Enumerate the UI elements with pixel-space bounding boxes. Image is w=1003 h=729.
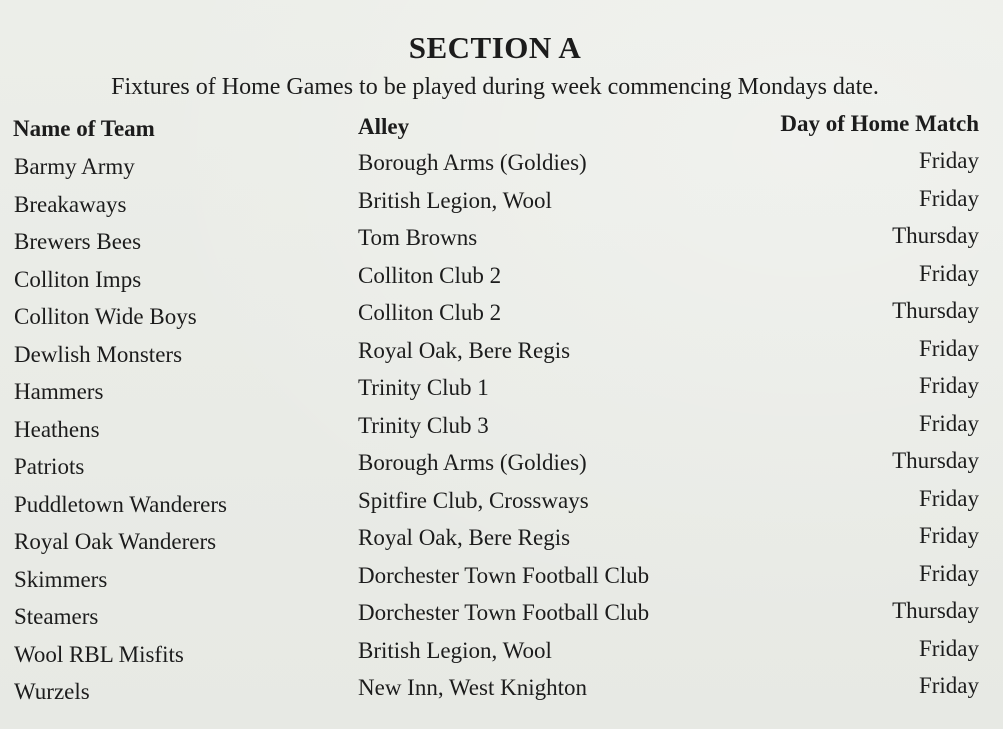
match-day-cell: Friday [918,373,979,398]
table-row [0,298,1003,336]
table-row [0,336,1003,374]
team-name-cell: Royal Oak Wanderers [14,529,217,554]
table-row [0,598,1003,636]
alley-cell: Spitfire Club, Crossways [358,487,589,513]
match-day-cell: Friday [918,485,979,511]
alley-cell: Royal Oak, Bere Regis [358,525,571,550]
alley-cell: Trinity Club 1 [358,375,489,400]
team-name-cell: Barmy Army [14,154,135,179]
match-day-cell: Friday [918,260,979,286]
alley-cell: New Inn, West Knighton [358,675,587,700]
match-day-cell: Thursday [892,223,979,248]
team-name-cell: Colliton Wide Boys [14,304,197,329]
team-name-cell: Steamers [14,604,99,629]
table-row [0,673,1003,711]
table-row [0,223,1003,261]
match-day-cell: Thursday [892,298,979,323]
team-name-cell: Hammers [14,379,104,404]
match-day-cell: Thursday [892,598,979,623]
match-day-cell: Friday [918,410,979,436]
table-row [0,561,1003,599]
alley-cell: Dorchester Town Football Club [358,600,650,625]
alley-cell: Trinity Club 3 [358,412,489,438]
table-row [0,448,1003,486]
table-row [0,486,1003,524]
table-row [0,148,1003,186]
table-row [0,523,1003,561]
match-day-cell: Friday [918,523,979,548]
team-name-cell: Wurzels [14,679,90,704]
match-day-cell: Friday [918,673,979,698]
team-name-cell: Dewlish Monsters [14,341,183,367]
team-name-cell: Heathens [14,416,100,442]
alley-cell: Borough Arms (Goldies) [358,150,587,175]
team-name-cell: Puddletown Wanderers [14,491,227,517]
match-day-cell: Friday [918,560,979,586]
table-row [0,411,1003,449]
column-header-team: Name of Team [13,116,155,141]
team-name-cell: Breakaways [14,191,127,217]
team-name-cell: Patriots [14,454,85,479]
match-day-cell: Friday [918,185,979,211]
match-day-cell: Friday [918,335,979,361]
match-day-cell: Thursday [892,448,979,473]
table-row [0,261,1003,299]
table-row [0,636,1003,674]
table-row [0,373,1003,411]
fixtures-subtitle: Fixtures of Home Games to be played during week commencing Mondays date. [111,74,879,100]
team-name-cell: Skimmers [14,566,108,592]
alley-cell: Tom Browns [358,225,478,250]
fixtures-table [0,148,1003,711]
alley-cell: British Legion, Wool [358,187,552,213]
team-name-cell: Wool RBL Misfits [14,641,184,667]
alley-cell: Colliton Club 2 [358,300,502,325]
column-header-alley: Alley [358,114,410,139]
team-name-cell: Colliton Imps [14,266,142,292]
alley-cell: Borough Arms (Goldies) [358,450,587,475]
match-day-cell: Friday [918,148,979,173]
alley-cell: Dorchester Town Football Club [358,562,650,588]
column-header-day: Day of Home Match [780,111,979,136]
section-title: SECTION A [408,30,582,65]
alley-cell: British Legion, Wool [358,637,552,663]
alley-cell: Royal Oak, Bere Regis [358,337,571,363]
team-name-cell: Brewers Bees [14,229,142,254]
alley-cell: Colliton Club 2 [358,262,502,288]
table-row [0,186,1003,224]
match-day-cell: Friday [918,635,979,661]
